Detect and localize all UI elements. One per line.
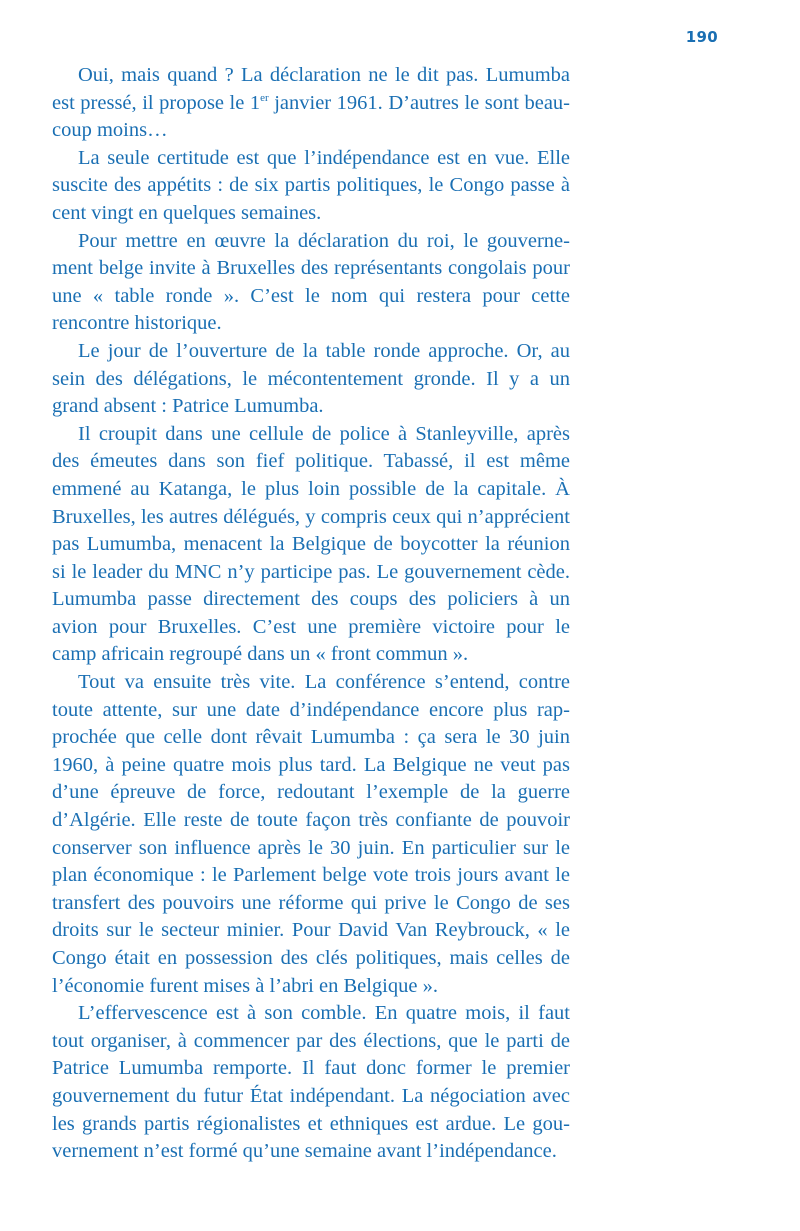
- ordinal-superscript: er: [260, 91, 269, 104]
- paragraph-5: Il croupit dans une cellule de police à Stanleyville, après des émeutes dans son fief politique. Tabassé, il est même emmené au Katanga, le plus loin possible de la capitale. À Bruxelles, les autres délégués, y compris ceux qui n’apprécient pas Lumumba, menacent la Belgique de boycotter la réunion si le leader du MNC n’y participe pas. Le gouvernement cède. Lumumba passe directement des coups des policiers à un avion pour Bruxelles. C’est une première victoire pour le camp africain regroupé dans un « front commun ».: [52, 422, 570, 666]
- paragraph-1: [52, 62, 570, 145]
- paragraph-1-end: janvier 1961. D’autres le sont beaucoup moins…: [52, 91, 570, 142]
- page-number: 190: [685, 28, 718, 46]
- paragraph-2: La seule certitude est que l’indépendance est en vue. Elle suscite des appétits : de six partis politiques, le Congo passe à cent vingt en quelques semaines.: [52, 146, 570, 224]
- paragraph-6: Tout va ensuite très vite. La conférence s’entend, contre toute attente, sur une date d’indépendance encore plus rapprochée que celle dont rêvait Lumumba : ça sera le 30 juin 1960, à peine quatre mois plus tard. La Belgique ne veut pas d’une épreuve de force, redoutant l’exemple de la guerre d’Algérie. Elle reste de toute façon très confiante de pouvoir conserver son influence après le 30 juin. En particulier sur le plan économique : le Parlement belge vote trois jours avant le transfert des pouvoirs une réforme qui prive le Congo de ses droits sur le secteur minier. Pour David Van Reybrouck, « le Congo était en possession des clés politiques, mais celles de l’économie furent mises à l’abri en Belgique ».: [52, 671, 570, 997]
- body-text: [52, 62, 570, 1166]
- paragraph-7: L’effervescence est à son comble. En quatre mois, il faut tout organiser, à commencer par des élections, que le parti de Patrice Lumumba remporte. Il faut donc former le premier gouvernement du futur État indépendant. La négociation avec les grands partis régionalistes et ethniques est ardue. Le gouvernement n’est formé qu’une semaine avant l’indépendance.: [52, 1002, 570, 1163]
- paragraph-1-start: Oui, mais quand ? La déclaration ne le dit pas. Lumumba est pressé, il propose le 1: [52, 64, 570, 114]
- paragraph-4: Le jour de l’ouverture de la table ronde approche. Or, au sein des délégations, le mécontentement gronde. Il y a un grand absent : Patrice Lumumba.: [52, 339, 570, 418]
- paragraph-3: Pour mettre en œuvre la déclaration du roi, le gouvernement belge invite à Bruxelles des représentants congolais pour une « table ronde ». C’est le nom qui restera pour cette rencontre historique.: [52, 229, 570, 335]
